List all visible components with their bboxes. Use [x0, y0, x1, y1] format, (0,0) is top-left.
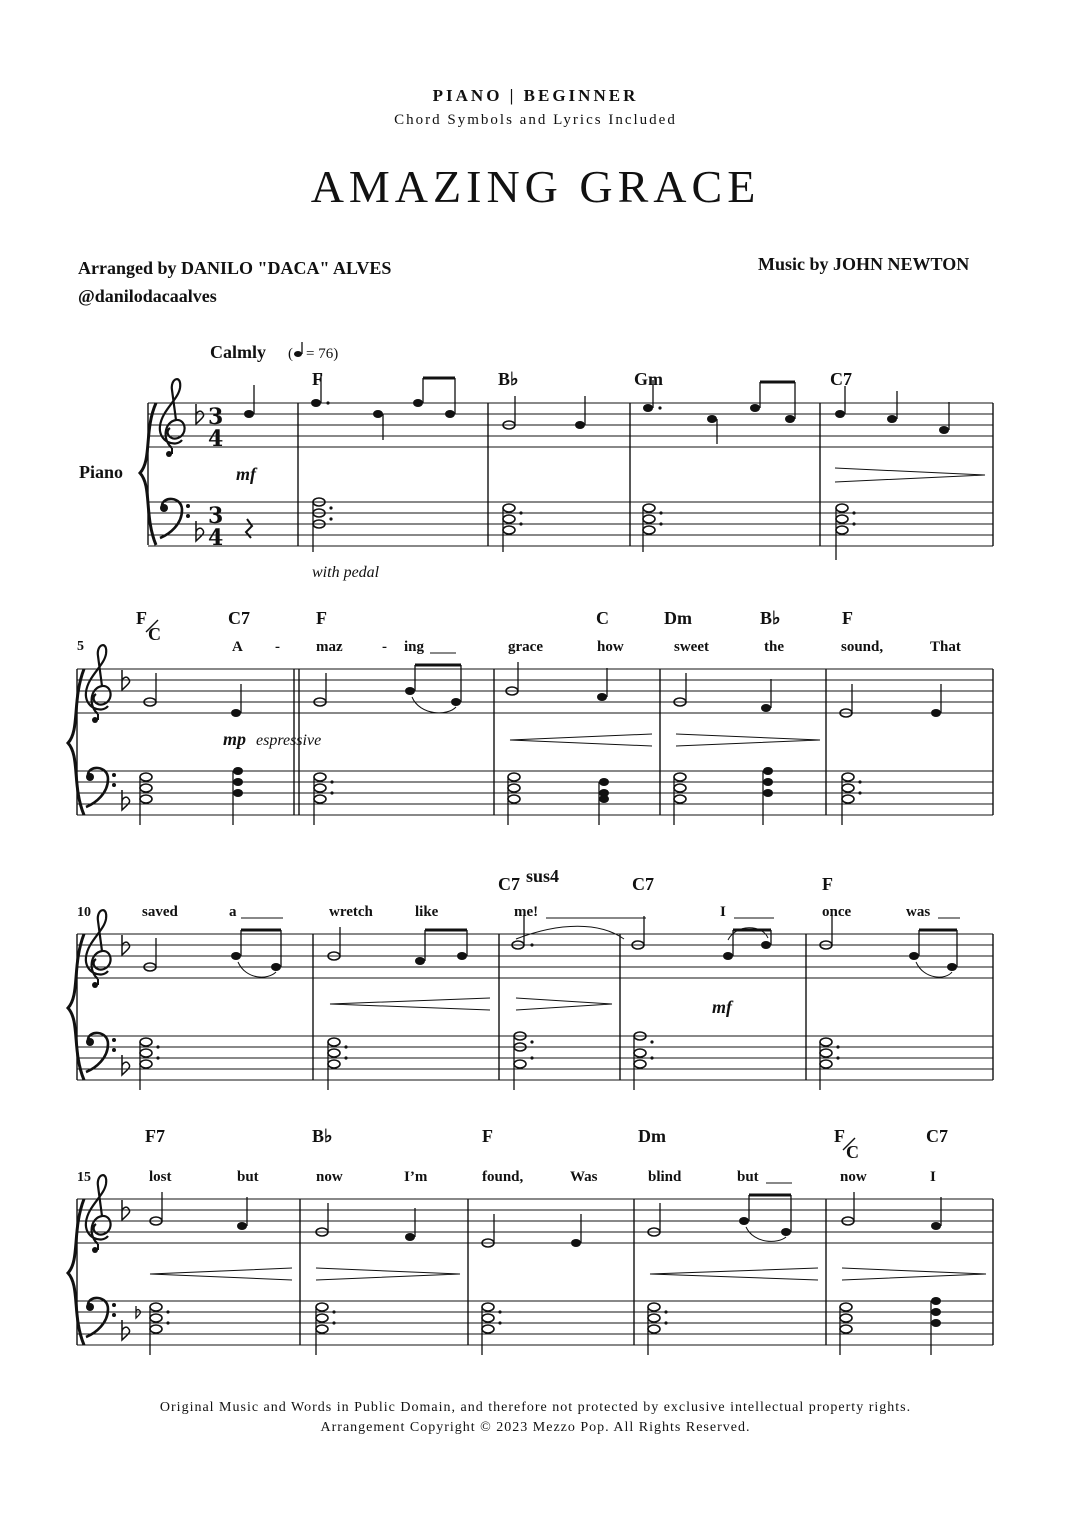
crescendo-hairpin	[330, 998, 490, 1010]
expression-mark: espressive	[256, 732, 322, 749]
treble-clef-icon	[86, 645, 111, 723]
chord-symbol: B♭	[498, 369, 519, 389]
dynamic-mark: mf	[236, 464, 256, 484]
bass-notes	[140, 767, 862, 825]
lyric: I	[930, 1169, 936, 1185]
dynamic-mark: mf	[712, 997, 732, 1017]
bass-clef-icon	[86, 1033, 116, 1072]
chord-symbol: F	[136, 608, 147, 628]
lyric: found,	[482, 1169, 524, 1185]
lyric: now	[316, 1169, 343, 1185]
chord-symbol: F	[822, 874, 833, 894]
lyric: I’m	[404, 1169, 428, 1185]
tempo-mark: = 76)	[306, 346, 339, 362]
treble-notes	[150, 1192, 941, 1247]
lyric: A	[232, 639, 243, 655]
lyric: like	[415, 904, 439, 920]
copyright-line-2: Arrangement Copyright © 2023 Mezzo Pop. All Rights Reserved.	[320, 1420, 751, 1435]
chord-symbol: B♭	[760, 608, 781, 628]
dynamic-mark: mp	[223, 729, 247, 749]
bass-notes	[140, 1032, 840, 1090]
decrescendo-hairpin	[316, 1268, 460, 1280]
chord-symbol: B♭	[312, 1126, 333, 1146]
chord-symbol: C	[148, 624, 161, 644]
lyric: blind	[648, 1169, 682, 1185]
chord-symbol: Dm	[638, 1126, 666, 1146]
system-4	[68, 1126, 993, 1355]
treble-notes	[144, 916, 957, 977]
time-signature-top: 3	[208, 404, 224, 430]
treble-staff	[77, 1199, 993, 1243]
lyric: how	[597, 639, 624, 655]
system-1	[79, 342, 993, 581]
measure-number: 5	[77, 639, 84, 654]
treble-clef-icon	[86, 910, 111, 988]
measure-number: 10	[77, 905, 91, 920]
treble-staff	[148, 403, 993, 447]
crescendo-hairpin	[650, 1268, 818, 1280]
lyric: I	[720, 904, 726, 920]
lyric: wretch	[329, 904, 373, 920]
lyric: once	[822, 904, 852, 920]
lyric: sweet	[674, 639, 709, 655]
chord-symbol: F	[312, 369, 323, 389]
decrescendo-hairpin	[842, 1268, 986, 1280]
decrescendo-hairpin	[516, 998, 612, 1010]
lyric: was	[906, 904, 931, 920]
time-signature-top: 3	[208, 503, 224, 529]
lyric: That	[930, 639, 961, 655]
instrument-label: Piano	[79, 462, 124, 482]
treble-staff	[77, 669, 993, 713]
chord-symbol: F	[834, 1126, 845, 1146]
arranger-handle: @danilodacaalves	[78, 286, 217, 306]
decrescendo-hairpin	[835, 468, 985, 482]
lyric: ing	[404, 639, 425, 655]
bass-staff	[77, 1301, 993, 1345]
tempo-note-icon	[288, 342, 302, 362]
chord-symbol: F	[482, 1126, 493, 1146]
chord-symbol: F	[842, 608, 853, 628]
lyric: me!	[514, 904, 539, 920]
chord-symbol: C7	[228, 608, 250, 628]
chord-symbol: C	[596, 608, 609, 628]
arranger-name: Arranged by DANILO "DACA" ALVES	[78, 258, 392, 278]
system-2	[68, 608, 993, 825]
page-title: AMAZING GRACE	[310, 161, 761, 212]
lyric: a	[229, 904, 237, 920]
time-signature-bottom: 4	[208, 426, 224, 452]
treble-staff	[77, 934, 993, 978]
lyric: saved	[142, 904, 178, 920]
bass-staff	[77, 1036, 993, 1080]
lyric: -	[275, 639, 280, 655]
bass-clef-icon	[160, 499, 190, 538]
lyric: -	[382, 639, 387, 655]
chord-symbol: C	[846, 1142, 859, 1162]
instrument-level: PIANO | BEGINNER	[432, 86, 639, 105]
bass-staff	[148, 502, 993, 546]
tempo-text: Calmly	[210, 342, 266, 362]
crescendo-hairpin	[150, 1268, 292, 1280]
chord-symbol: C7	[926, 1126, 948, 1146]
system-3	[68, 866, 993, 1090]
time-signature-bottom: 4	[208, 525, 224, 551]
bass-notes	[246, 498, 856, 560]
lyric: but	[737, 1169, 759, 1185]
features-subtitle: Chord Symbols and Lyrics Included	[394, 112, 677, 128]
pedal-instruction: with pedal	[312, 564, 380, 581]
chord-symbol: Dm	[664, 608, 692, 628]
lyric: sound,	[841, 639, 884, 655]
chord-symbol: C7	[632, 874, 654, 894]
treble-clef-icon	[86, 1175, 111, 1253]
chord-symbol: Gm	[634, 369, 663, 389]
lyric: lost	[149, 1169, 172, 1185]
lyric: maz	[316, 639, 343, 655]
chord-extension: sus4	[526, 866, 560, 886]
measure-number: 15	[77, 1170, 91, 1185]
bass-clef-icon	[86, 1298, 116, 1337]
lyric: now	[840, 1169, 867, 1185]
bass-clef-icon	[86, 768, 116, 807]
decrescendo-hairpin	[676, 734, 820, 746]
bass-staff	[77, 771, 993, 815]
chord-symbol: C7	[830, 369, 852, 389]
lyric: but	[237, 1169, 259, 1185]
treble-clef-icon	[160, 379, 185, 457]
lyric: grace	[508, 639, 543, 655]
composer-credit: Music by JOHN NEWTON	[758, 254, 970, 274]
chord-symbol: F	[316, 608, 327, 628]
chord-symbol: F7	[145, 1126, 165, 1146]
chord-symbol: C7	[498, 874, 520, 894]
copyright-line-1: Original Music and Words in Public Domain, and therefore not protected by exclusive intellectual property rights.	[159, 1400, 912, 1415]
bass-notes	[136, 1297, 941, 1355]
svg-text:(: (	[288, 346, 293, 362]
lyric: the	[764, 639, 784, 655]
crescendo-hairpin	[510, 734, 652, 746]
lyric: Was	[570, 1169, 598, 1185]
